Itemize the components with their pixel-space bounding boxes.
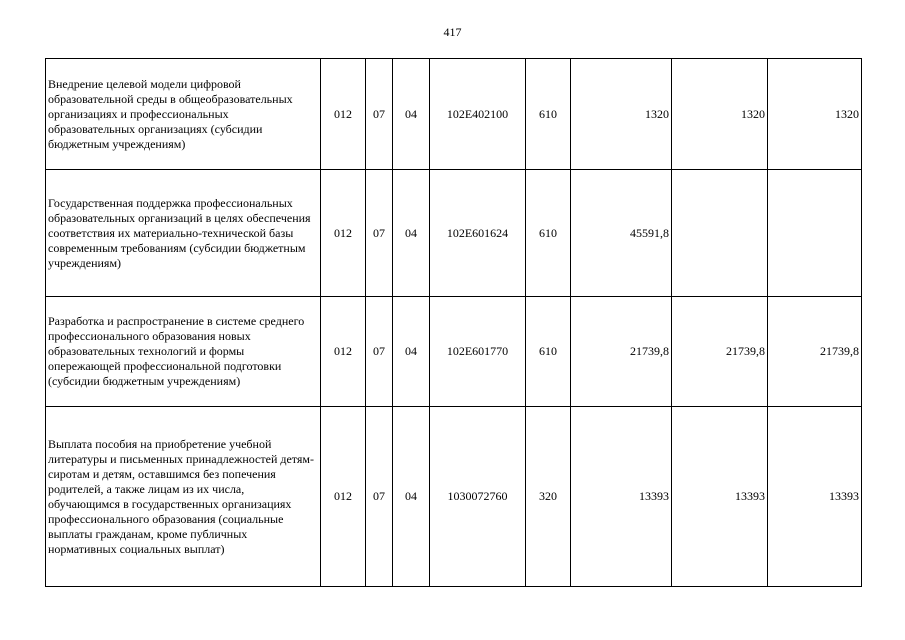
subsection-code-cell: 04 [393,297,430,407]
amount-year3-cell [768,170,862,297]
table-row [46,297,862,407]
ministry-code-cell: 012 [321,59,366,170]
amount-year2-cell: 21739,8 [672,297,768,407]
amount-year2-cell: 13393 [672,407,768,587]
expense-type-cell: 610 [526,297,571,407]
page-number: 417 [443,25,462,39]
budget-table [45,58,862,587]
amount-year3-cell: 21739,8 [768,297,862,407]
amount-year1-cell: 21739,8 [571,297,672,407]
expense-type-cell: 320 [526,407,571,587]
ministry-code-cell: 012 [321,297,366,407]
amount-year1-cell: 13393 [571,407,672,587]
section-code-cell: 07 [366,59,393,170]
ministry-code-cell: 012 [321,407,366,587]
ministry-code-cell: 012 [321,170,366,297]
target-article-cell: 1030072760 [430,407,526,587]
target-article-cell: 102E601624 [430,170,526,297]
amount-year2-cell: 1320 [672,59,768,170]
table-row [46,59,862,170]
expense-type-cell: 610 [526,59,571,170]
table-row [46,170,862,297]
amount-year2-cell [672,170,768,297]
subsection-code-cell: 04 [393,407,430,587]
expense-name-cell: Выплата пособия на приобретение учебной литературы и письменных принадлежностей детям-сиротам и детям, оставшимся без попечения родителей, а также лицам из их числа, обучающимся в государственных организациях профессионального образования (социальные выплаты гражданам, кроме публичных нормативных социальных выплат) [46,407,321,587]
section-code-cell: 07 [366,170,393,297]
section-code-cell: 07 [366,407,393,587]
table-row [46,407,862,587]
amount-year1-cell: 1320 [571,59,672,170]
subsection-code-cell: 04 [393,170,430,297]
expense-name-cell: Государственная поддержка профессиональных образовательных организаций в целях обеспечения соответствия их материально-технической базы современным требованиям (субсидии бюджетным учреждениям) [46,170,321,297]
expense-name-cell: Внедрение целевой модели цифровой образовательной среды в общеобразовательных организациях и профессиональных образовательных организациях (субсидии бюджетным учреждениям) [46,59,321,170]
amount-year1-cell: 45591,8 [571,170,672,297]
target-article-cell: 102E402100 [430,59,526,170]
target-article-cell: 102E601770 [430,297,526,407]
amount-year3-cell: 13393 [768,407,862,587]
amount-year3-cell: 1320 [768,59,862,170]
expense-name-cell: Разработка и распространение в системе среднего профессионального образования новых образовательных технологий и формы опережающей профессиональной подготовки (субсидии бюджетным учреждениям) [46,297,321,407]
section-code-cell: 07 [366,297,393,407]
subsection-code-cell: 04 [393,59,430,170]
expense-type-cell: 610 [526,170,571,297]
